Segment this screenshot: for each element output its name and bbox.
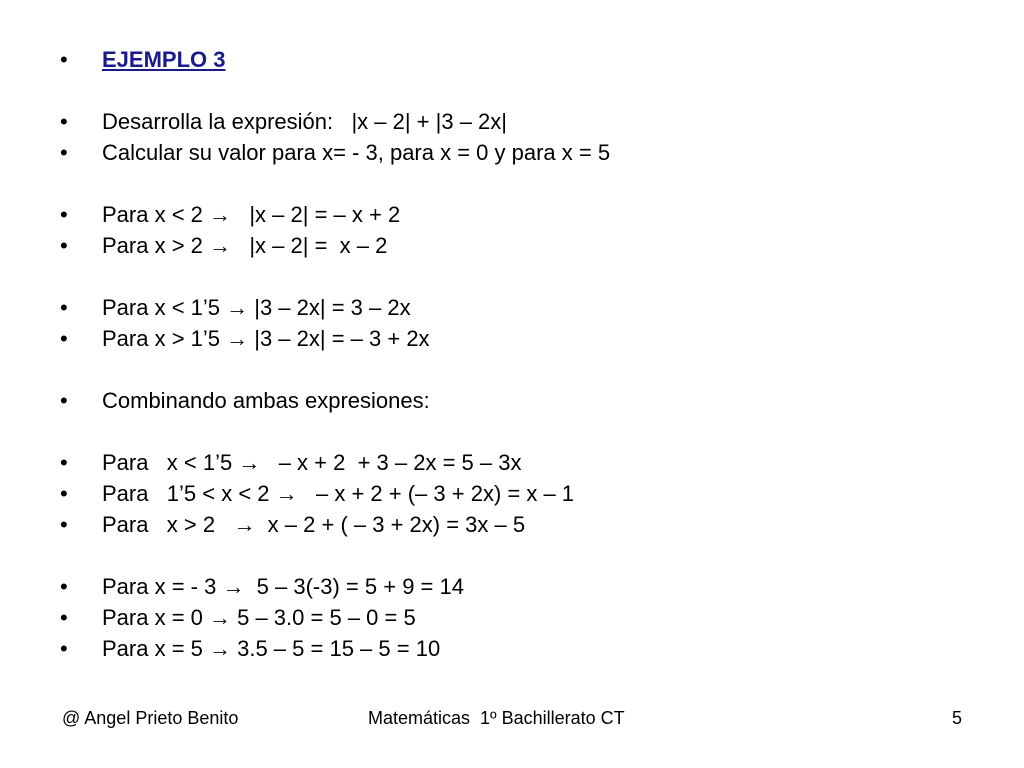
list-item [60, 447, 1000, 478]
list-item [60, 199, 1000, 230]
list-item [60, 292, 1000, 323]
bullet-icon: • [60, 388, 68, 413]
spacer [60, 416, 1000, 447]
bullet-icon: • [60, 605, 68, 630]
bullet-icon: • [60, 233, 68, 258]
bullet-list [60, 44, 1000, 664]
list-item [60, 385, 1000, 416]
combined-case-1: Para x < 1’5 → – x + 2 + 3 – 2x = 5 – 3x [102, 450, 522, 475]
bullet-icon: • [60, 450, 68, 475]
spacer [60, 261, 1000, 292]
bullet-icon: • [60, 140, 68, 165]
list-item [60, 323, 1000, 354]
footer-page-number: 5 [952, 708, 963, 728]
footer-course: Matemáticas 1º Bachillerato CT [368, 708, 625, 728]
list-item [60, 478, 1000, 509]
bullet-icon: • [60, 295, 68, 320]
list-item [60, 602, 1000, 633]
task-expression: Desarrolla la expresión: |x – 2| + |3 – 2x| [102, 109, 508, 134]
spacer [60, 540, 1000, 571]
footer-author: @ Angel Prieto Benito [62, 708, 239, 728]
spacer [60, 354, 1000, 385]
list-item [60, 633, 1000, 664]
abs1-case-greater: Para x > 2 → |x – 2| = x – 2 [102, 233, 388, 258]
evaluation-x-minus-3: Para x = - 3 → 5 – 3(-3) = 5 + 9 = 14 [102, 574, 464, 599]
evaluation-x-5: Para x = 5 → 3.5 – 5 = 15 – 5 = 10 [102, 636, 441, 661]
abs1-case-less: Para x < 2 → |x – 2| = – x + 2 [102, 202, 401, 227]
bullet-icon: • [60, 326, 68, 351]
bullet-icon: • [60, 574, 68, 599]
abs2-case-less: Para x < 1’5 → |3 – 2x| = 3 – 2x [102, 295, 411, 320]
combine-title: Combinando ambas expresiones: [102, 388, 430, 413]
evaluation-x-0: Para x = 0 → 5 – 3.0 = 5 – 0 = 5 [102, 605, 416, 630]
list-item [60, 571, 1000, 602]
task-evaluate: Calcular su valor para x= - 3, para x = 0 y para x = 5 [102, 140, 611, 165]
spacer [60, 75, 1000, 106]
list-item [60, 44, 1000, 75]
bullet-icon: • [60, 109, 68, 134]
list-item [60, 106, 1000, 137]
bullet-icon: • [60, 47, 68, 72]
combined-case-2: Para 1’5 < x < 2 → – x + 2 + (– 3 + 2x) = x – 1 [102, 481, 575, 506]
bullet-icon: • [60, 636, 68, 661]
spacer [60, 168, 1000, 199]
bullet-icon: • [60, 512, 68, 537]
bullet-icon: • [60, 481, 68, 506]
list-item [60, 509, 1000, 540]
list-item [60, 230, 1000, 261]
list-item [60, 137, 1000, 168]
bullet-icon: • [60, 202, 68, 227]
abs2-case-greater: Para x > 1’5 → |3 – 2x| = – 3 + 2x [102, 326, 430, 351]
example-heading: EJEMPLO 3 [102, 47, 226, 72]
combined-case-3: Para x > 2 → x – 2 + ( – 3 + 2x) = 3x – 5 [102, 512, 526, 537]
